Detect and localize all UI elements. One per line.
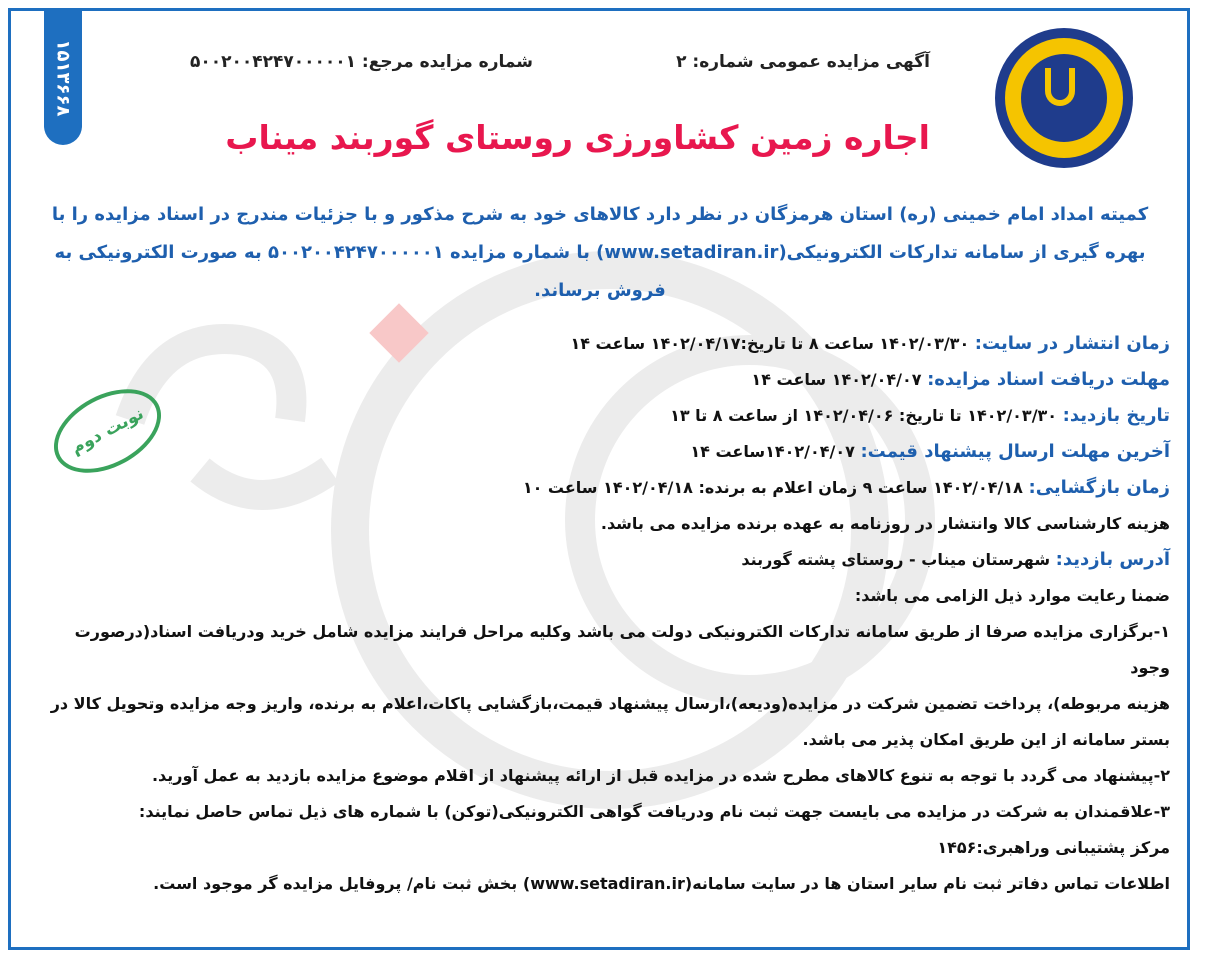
detail-line xyxy=(30,326,1170,362)
detail-value: ۲-پیشنهاد می گردد با توجه به تنوع کالاهای مطرح شده در مزایده قبل از ارائه پیشنهاد از اقلام موضوع مزایده بازدید به عمل آورید. xyxy=(151,766,1170,785)
detail-line xyxy=(30,794,1170,830)
detail-value: ۳-علاقمندان به شرکت در مزایده می بایست جهت ثبت نام ودریافت گواهی الکترونیکی(توکن) با شماره های ذیل تماس حاصل نمایند: xyxy=(138,802,1170,821)
detail-value: اطلاعات تماس دفاتر ثبت نام سایر استان ها در سایت سامانه(www.setadiran.ir) بخش ثبت نام/ پروفایل مزایده گر موجود است. xyxy=(153,874,1170,893)
detail-line xyxy=(30,578,1170,614)
detail-line xyxy=(30,542,1170,578)
detail-value: ۱۴۰۲/۰۴/۰۷ ساعت ۱۴ xyxy=(751,370,928,389)
auction-number: آگهی مزایده عمومی شماره: ۲ xyxy=(676,52,930,72)
detail-label: آخرین مهلت ارسال پیشنهاد قیمت: xyxy=(860,441,1170,462)
detail-label: آدرس بازدید: xyxy=(1055,549,1170,570)
ad-id: ۱۵۱۳۶۶۸ xyxy=(52,39,74,116)
detail-value: شهرستان میناب - روستای پشته گوربند xyxy=(741,550,1056,569)
detail-line xyxy=(30,470,1170,506)
detail-label: مهلت دریافت اسناد مزایده: xyxy=(927,369,1170,390)
detail-line xyxy=(30,686,1170,722)
detail-value: ۱۴۰۲/۰۳/۳۰ تا تاریخ: ۱۴۰۲/۰۴/۰۶ از ساعت ۸ تا ۱۳ xyxy=(670,406,1063,425)
detail-value: ضمنا رعایت موارد ذیل الزامی می باشد: xyxy=(854,586,1170,605)
detail-line xyxy=(30,614,1170,686)
detail-value: هزینه مربوطه)، پرداخت تضمین شرکت در مزایده(ودیعه)،ارسال پیشنهاد قیمت،بازگشایی پاکات،اعلام به برنده، واریز وجه مزایده وتحویل کالا در xyxy=(50,694,1170,713)
detail-value: ۱۴۰۲/۰۴/۱۸ ساعت ۹ زمان اعلام به برنده: ۱۴۰۲/۰۴/۱۸ ساعت ۱۰ xyxy=(522,478,1029,497)
detail-value: ۱۴۰۲/۰۳/۳۰ ساعت ۸ تا تاریخ:۱۴۰۲/۰۴/۱۷ ساعت ۱۴ xyxy=(570,334,975,353)
detail-line xyxy=(30,866,1170,902)
detail-label: زمان انتشار در سایت: xyxy=(974,333,1170,354)
ad-body xyxy=(30,196,1170,902)
ad-title: اجاره زمین کشاورزی روستای گوربند میناب xyxy=(225,118,930,157)
detail-line xyxy=(30,830,1170,866)
detail-value: ۱-برگزاری مزایده صرفا از طریق سامانه تدارکات الکترونیکی دولت می باشد وکلیه مراحل فرایند مزایده شامل خرید ودریافت اسناد(درصورت وجود xyxy=(74,622,1170,677)
detail-line xyxy=(30,758,1170,794)
organization-logo xyxy=(995,28,1133,168)
ad-id-tab xyxy=(44,10,82,145)
detail-label: تاریخ بازدید: xyxy=(1062,405,1170,426)
intro-paragraph: کمیته امداد امام خمینی (ره) استان هرمزگان در نظر دارد کالاهای خود به شرح مذکور و با جزئیات مندرج در اسناد مزایده را با بهره گیری از سامانه تدارکات الکترونیکی(www.setadiran.ir) با شماره مزایده ۵۰۰۲۰۰۴۲۴۷۰۰۰۰۰۱ به صورت الکترونیکی به فروش برساند. xyxy=(51,204,1149,301)
detail-line xyxy=(30,362,1170,398)
detail-value: هزینه کارشناسی کالا وانتشار در روزنامه به عهده برنده مزایده می باشد. xyxy=(600,514,1170,533)
reference-number: شماره مزایده مرجع: ۵۰۰۲۰۰۴۲۴۷۰۰۰۰۰۱ xyxy=(189,52,533,72)
detail-line xyxy=(30,434,1170,470)
detail-label: زمان بازگشایی: xyxy=(1028,477,1170,498)
detail-line xyxy=(30,398,1170,434)
detail-line xyxy=(30,722,1170,758)
second-round-stamp: نوبت دوم xyxy=(40,372,175,490)
detail-line xyxy=(30,506,1170,542)
detail-value: مرکز پشتیبانی وراهبری:۱۴۵۶ xyxy=(937,838,1170,857)
details-list xyxy=(30,326,1170,902)
detail-value: ۱۴۰۲/۰۴/۰۷ساعت ۱۴ xyxy=(690,442,861,461)
detail-value: بستر سامانه از این طریق امکان پذیر می باشد. xyxy=(802,730,1170,749)
